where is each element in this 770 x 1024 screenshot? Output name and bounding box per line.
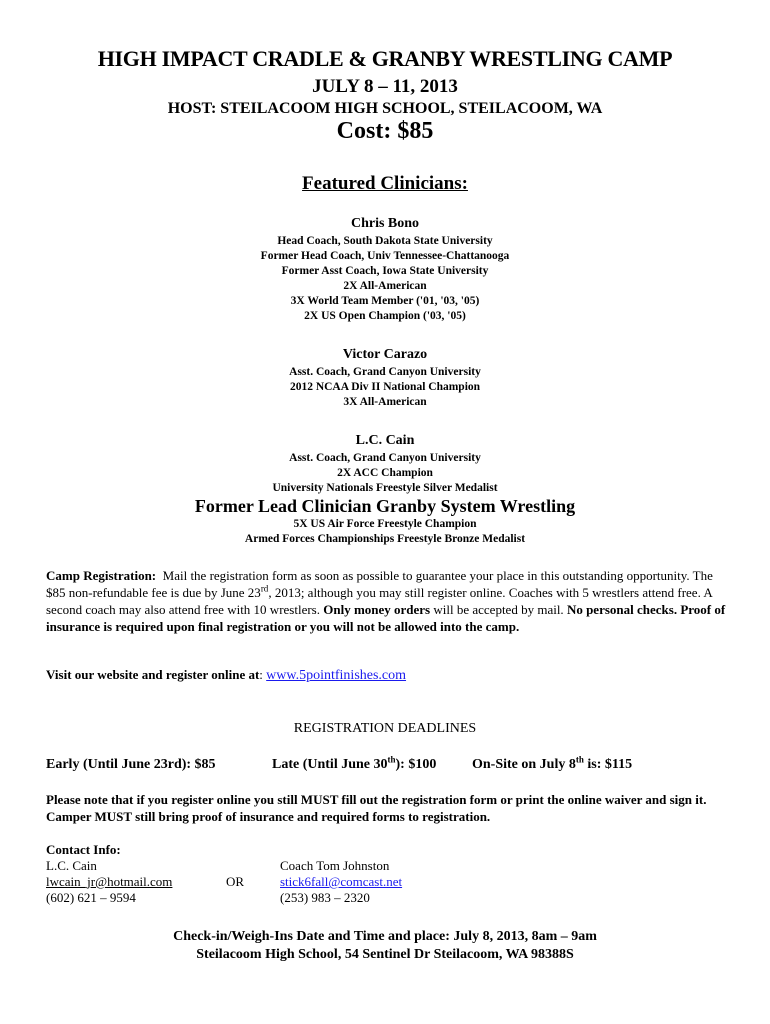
registration-text: , 2013; although you may still register online. Coaches with 5 wrestlers attend free. A second coach may also attend free with 10 wrestlers.: [46, 585, 713, 617]
website-line: [46, 666, 726, 684]
credential-line: 2X ACC Champion: [337, 467, 433, 479]
location-address: , 54 Sentinel Dr Steilacoom, WA 98388S: [337, 947, 574, 962]
credential-line: Asst. Coach, Grand Canyon University: [289, 452, 481, 464]
contact-name: Coach Tom Johnston: [280, 858, 390, 873]
contact-phone: (602) 621 – 9594: [46, 890, 136, 905]
featured-clinicians-heading: Featured Clinicians:: [302, 173, 468, 194]
website-colon: :: [259, 667, 267, 682]
former-lead-heading: Former Lead Clinician Granby System Wrestling: [194, 496, 576, 516]
clinician-name: L.C. Cain: [355, 433, 415, 448]
money-orders-note: Only money orders: [323, 602, 431, 617]
camp-dates: JULY 8 – 11, 2013: [312, 76, 458, 97]
camp-title: HIGH IMPACT CRADLE & GRANBY WRESTLING CAMP: [97, 46, 673, 71]
clinician-credentials: [0, 451, 770, 496]
credential-line: 2012 NCAA Div II National Champion: [289, 381, 481, 393]
former-lead-credentials: [0, 517, 770, 547]
registration-text: Mail the registration form as soon as possible to guarantee your place in this outstanding opportunity. The $85 non-refundable fee is due by June 23: [46, 568, 713, 600]
website-label: Visit our website and register online at: [46, 667, 260, 682]
clinician-name: Victor Carazo: [342, 347, 428, 362]
online-registration-note: Please note that if you register online you still MUST fill out the registration form or print the online waiver and sign it. Camper MUST still bring proof of insurance and required forms to registration.: [46, 792, 707, 824]
ordinal-suffix: rd: [260, 583, 269, 594]
location-school: Steilacoom High School: [196, 947, 338, 962]
contact-name: L.C. Cain: [46, 858, 97, 873]
credential-line: 2X All-American: [343, 280, 427, 292]
clinician-credentials: [0, 365, 770, 410]
credential-line: Armed Forces Championships Freestyle Bronze Medalist: [244, 533, 526, 545]
registration-warning: No personal checks. Proof of insurance is required upon final registration or you will not be allowed into the camp.: [46, 602, 726, 634]
camp-host: HOST: STEILACOOM HIGH SCHOOL, STEILACOOM, WA: [167, 100, 603, 117]
deadline-early: Early (Until June 23rd): $85: [46, 757, 216, 772]
contact-email-link[interactable]: lwcain_jr@hotmail.com: [46, 874, 173, 889]
credential-line: 5X US Air Force Freestyle Champion: [293, 518, 477, 530]
camp-cost: Cost: $85: [336, 118, 434, 144]
registration-text: will be accepted by mail.: [430, 602, 567, 617]
ordinal-suffix: th: [387, 754, 396, 765]
checkin-info: Check-in/Weigh-Ins Date and Time and place: July 8, 2013, 8am – 9am: [173, 929, 597, 944]
credential-line: Asst. Coach, Grand Canyon University: [289, 366, 481, 378]
website-link[interactable]: www.5pointfinishes.com: [266, 668, 407, 683]
contact-left: [46, 858, 172, 906]
credential-line: 2X US Open Champion ('03, '05): [304, 310, 466, 322]
checkin-location: [0, 947, 770, 963]
contact-heading: Contact Info:: [46, 842, 121, 857]
credential-line: Former Head Coach, Univ Tennessee-Chattanooga: [260, 250, 510, 262]
registration-paragraph: [46, 567, 726, 635]
contact-or: OR: [226, 874, 245, 889]
contact-right: [280, 858, 402, 906]
deadline-onsite: [472, 754, 633, 773]
contact-phone: (253) 983 – 2320: [280, 890, 370, 905]
credential-line: 3X All-American: [343, 396, 427, 408]
deadline-late-text: Late (Until June 30: [272, 757, 388, 772]
contact-email-link[interactable]: stick6fall@comcast.net: [280, 874, 403, 889]
deadlines-heading: REGISTRATION DEADLINES: [293, 721, 477, 736]
ordinal-suffix: th: [575, 754, 584, 765]
deadline-late-price: ): $100: [395, 757, 437, 772]
credential-line: University Nationals Freestyle Silver Medalist: [272, 482, 498, 494]
deadline-onsite-text: On-Site on July 8: [472, 757, 576, 772]
deadline-onsite-price: is: $115: [583, 757, 633, 772]
credential-line: Head Coach, South Dakota State University: [277, 235, 493, 247]
clinician-name: Chris Bono: [350, 216, 420, 231]
registration-label: Camp Registration:: [46, 568, 157, 583]
credential-line: 3X World Team Member ('01, '03, '05): [290, 295, 480, 307]
credential-line: Former Asst Coach, Iowa State University: [281, 265, 489, 277]
clinician-credentials: [0, 234, 770, 324]
deadline-late: [272, 754, 437, 773]
